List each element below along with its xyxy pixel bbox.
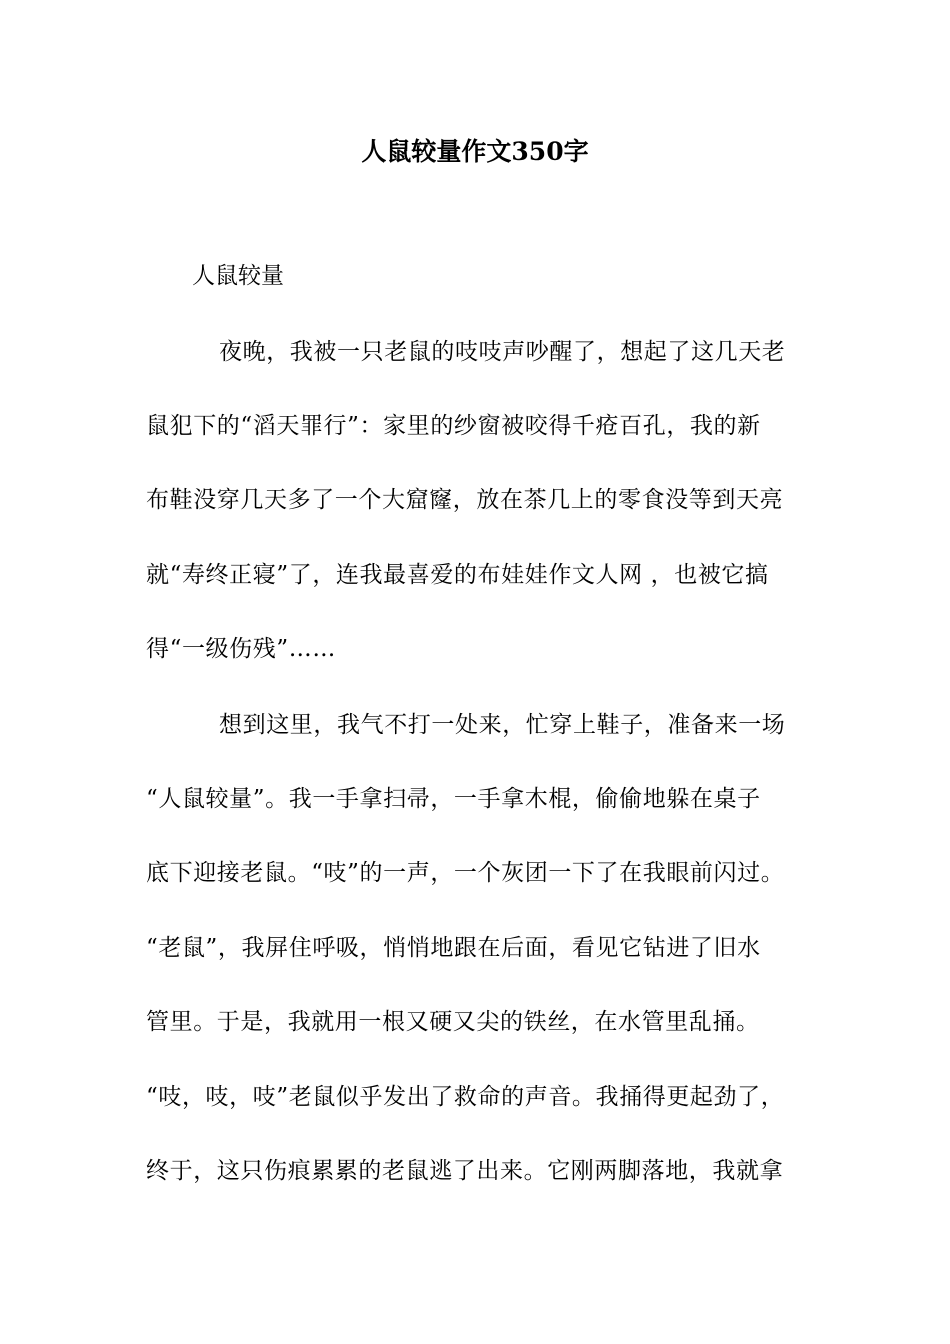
text-line: 鼠犯下的“滔天罪行”：家里的纱窗被咬得千疮百孔，我的新 — [146, 413, 761, 439]
text-line: 得“一级伤残”…… — [146, 636, 336, 662]
text-line: “人鼠较量”。我一手拿扫帚，一手拿木棍，偷偷地躲在桌子 — [146, 786, 761, 812]
text-line: 管里。于是，我就用一根又硬又尖的铁丝，在水管里乱捅。 — [146, 1009, 760, 1035]
document-title: 人鼠较量作文350字 — [361, 137, 589, 166]
text-line: 夜晚，我被一只老鼠的吱吱声吵醒了，想起了这几天老 — [219, 339, 786, 365]
text-line: 底下迎接老鼠。“吱”的一声，一个灰团一下了在我眼前闪过。 — [146, 860, 785, 886]
text-line: 终于，这只伤痕累累的老鼠逃了出来。它刚两脚落地，我就拿 — [146, 1158, 784, 1184]
text-line: 就“寿终正寝”了，连我最喜爱的布娃娃作文人网 ，也被它搞 — [146, 562, 769, 588]
essay-heading: 人鼠较量 — [192, 263, 284, 289]
text-line: 想到这里，我气不打一处来，忙穿上鞋子，准备来一场 — [219, 712, 786, 738]
text-line: “老鼠”，我屏住呼吸，悄悄地跟在后面，看见它钻进了旧水 — [146, 935, 761, 961]
text-line: 布鞋没穿几天多了一个大窟窿，放在茶几上的零食没等到天亮 — [146, 487, 784, 513]
text-line: “吱，吱，吱”老鼠似乎发出了救命的声音。我捅得更起劲了， — [146, 1084, 785, 1110]
